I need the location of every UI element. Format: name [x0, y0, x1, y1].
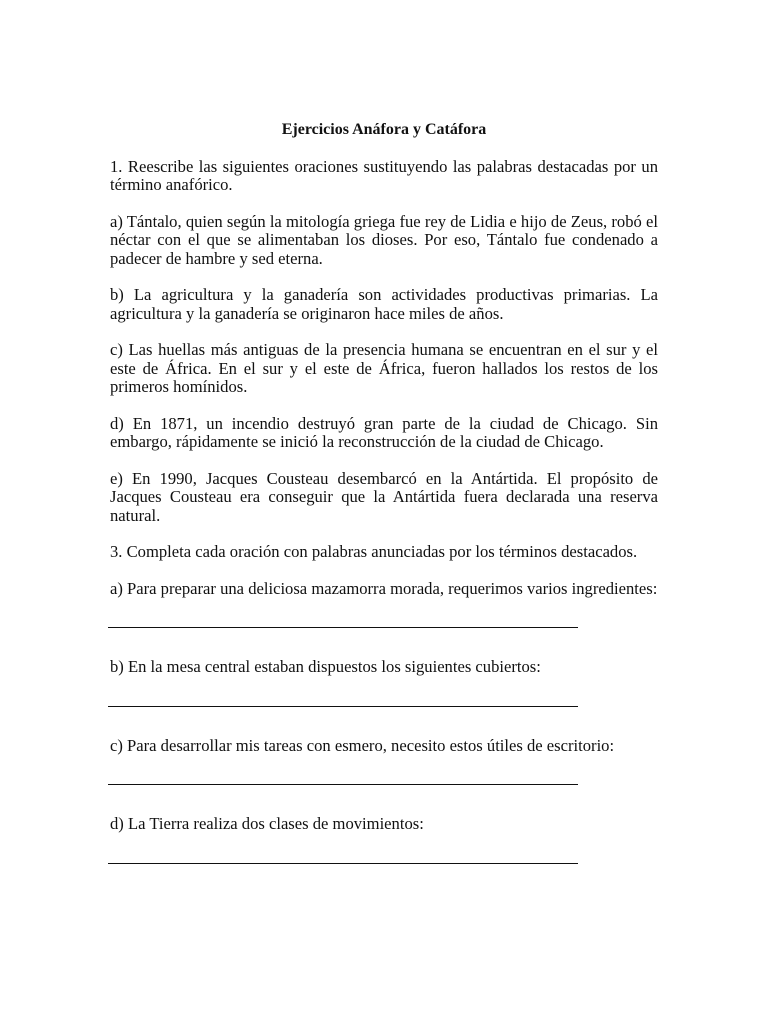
answer-line	[108, 863, 578, 864]
exercise-1d: d) En 1871, un incendio destruyó gran parte de la ciudad de Chicago. Sin embargo, rápidamente se inició la reconstrucción de la ciudad de Chicago.	[110, 413, 658, 451]
exercise-3d: d) La Tierra realiza dos clases de movimientos:	[110, 814, 424, 833]
document-title: Ejercicios Anáfora y Catáfora	[281, 121, 487, 138]
answer-line	[108, 627, 578, 628]
answer-area-3a	[110, 616, 658, 640]
answer-area-3b	[110, 695, 658, 719]
answer-line	[108, 784, 578, 785]
exercise-3a: a) Para preparar una deliciosa mazamorra morada, requerimos varios ingredientes:	[110, 578, 658, 598]
exercise-3c: c) Para desarrollar mis tareas con esmero, necesito estos útiles de escritorio:	[110, 735, 615, 755]
exercise-1c: c) Las huellas más antiguas de la presencia humana se encuentran en el sur y el este de África. En el sur y el este de África, fueron hallados los restos de los primeros homínidos.	[110, 340, 658, 396]
section-1-instruction: 1. Reescribe las siguientes oraciones sustituyendo las palabras destacadas por un término anafórico.	[110, 156, 658, 194]
section-3-instruction: 3. Completa cada oración con palabras anunciadas por los términos destacados.	[110, 542, 638, 561]
exercise-3b: b) En la mesa central estaban dispuestos los siguientes cubiertos:	[110, 657, 541, 676]
answer-area-3d	[110, 852, 658, 876]
exercise-1a: a) Tántalo, quien según la mitología griega fue rey de Lidia e hijo de Zeus, robó el néctar con el que se alimentaban los dioses. Por eso, Tántalo fue condenado a padecer de hambre y sed eterna.	[110, 211, 658, 268]
answer-line	[108, 706, 578, 707]
exercise-1b: b) La agricultura y la ganadería son actividades productivas primarias. La agricultura y la ganadería se originaron hace miles de años.	[110, 285, 658, 323]
exercise-1e: e) En 1990, Jacques Cousteau desembarcó en la Antártida. El propósito de Jacques Cousteau era conseguir que la Antártida fuera declarada una reserva natural.	[110, 468, 658, 525]
worksheet-page	[110, 121, 658, 894]
answer-area-3c	[110, 773, 658, 797]
